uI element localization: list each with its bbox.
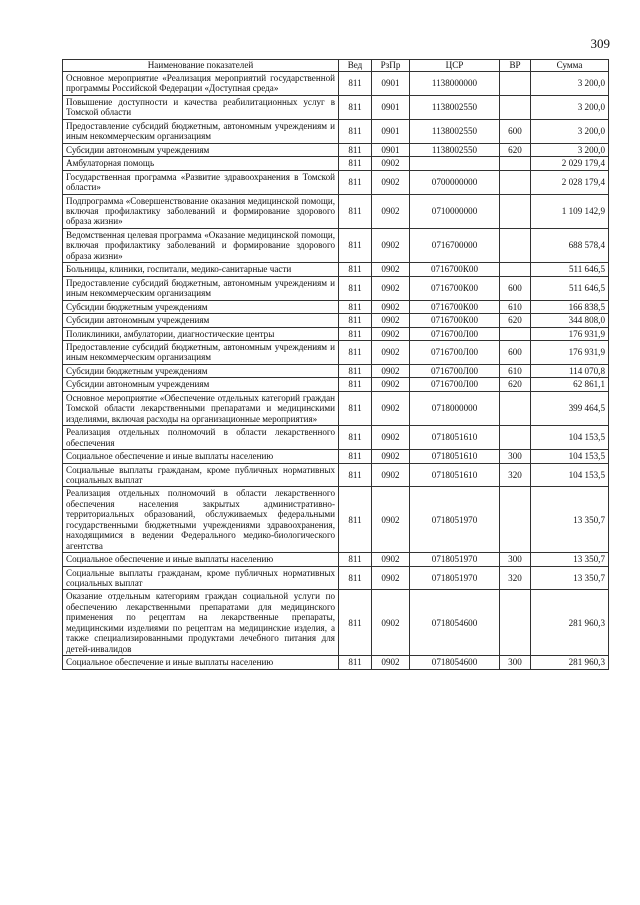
cell-sum: 104 153,5 bbox=[531, 426, 609, 450]
cell-csr: 0716700К00 bbox=[410, 314, 500, 327]
table-row bbox=[63, 426, 609, 450]
cell-sum: 3 200,0 bbox=[531, 119, 609, 143]
cell-name: Подпрограмма «Совершенствование оказания медицинской помощи, включая профилактику заболеваний и формирование здорового образа жизни» bbox=[63, 194, 339, 228]
cell-ved: 811 bbox=[339, 378, 372, 391]
cell-ved: 811 bbox=[339, 450, 372, 463]
table-row bbox=[63, 327, 609, 340]
cell-vr bbox=[500, 487, 531, 553]
cell-csr: 0716700Л00 bbox=[410, 378, 500, 391]
cell-csr: 0718051610 bbox=[410, 450, 500, 463]
cell-name: Предоставление субсидий бюджетным, автономным учреждениям и иным некоммерческим организациям bbox=[63, 276, 339, 300]
cell-rzpr: 0902 bbox=[372, 590, 410, 656]
cell-csr: 1138000000 bbox=[410, 72, 500, 96]
cell-vr bbox=[500, 95, 531, 119]
cell-vr: 620 bbox=[500, 378, 531, 391]
cell-ved: 811 bbox=[339, 263, 372, 276]
cell-vr: 600 bbox=[500, 276, 531, 300]
cell-csr: 0718051610 bbox=[410, 463, 500, 487]
cell-vr: 300 bbox=[500, 553, 531, 566]
cell-rzpr: 0901 bbox=[372, 119, 410, 143]
cell-sum: 3 200,0 bbox=[531, 95, 609, 119]
cell-vr: 300 bbox=[500, 450, 531, 463]
cell-csr: 0716700К00 bbox=[410, 300, 500, 313]
cell-csr: 0710000000 bbox=[410, 194, 500, 228]
cell-name: Субсидии бюджетным учреждениям bbox=[63, 300, 339, 313]
header-ved: Вед bbox=[339, 60, 372, 72]
cell-sum: 13 350,7 bbox=[531, 553, 609, 566]
cell-name: Оказание отдельным категориям граждан социальной услуги по обеспечению лекарственными препаратами для медицинского применения по рецептам на лекарственные препараты, медицинскими изделиями по рецептам на медицинские изделия, а также специализированными продуктами лечебного питания для детей-инвалидов bbox=[63, 590, 339, 656]
table-row bbox=[63, 170, 609, 194]
cell-ved: 811 bbox=[339, 119, 372, 143]
cell-rzpr: 0902 bbox=[372, 314, 410, 327]
cell-vr bbox=[500, 170, 531, 194]
cell-sum: 399 464,5 bbox=[531, 391, 609, 425]
table-row bbox=[63, 340, 609, 364]
cell-ved: 811 bbox=[339, 463, 372, 487]
cell-rzpr: 0902 bbox=[372, 656, 410, 669]
cell-ved: 811 bbox=[339, 327, 372, 340]
cell-vr bbox=[500, 590, 531, 656]
cell-name: Основное мероприятие «Обеспечение отдельных категорий граждан Томской области лекарственными препаратами и медицинскими изделиями, включая расходы на организационные мероприятия» bbox=[63, 391, 339, 425]
cell-name: Социальные выплаты гражданам, кроме публичных нормативных социальных выплат bbox=[63, 463, 339, 487]
cell-sum: 2 028 179,4 bbox=[531, 170, 609, 194]
cell-sum: 13 350,7 bbox=[531, 566, 609, 590]
cell-ved: 811 bbox=[339, 553, 372, 566]
cell-ved: 811 bbox=[339, 426, 372, 450]
cell-ved: 811 bbox=[339, 656, 372, 669]
table-row bbox=[63, 276, 609, 300]
cell-sum: 104 153,5 bbox=[531, 450, 609, 463]
header-rzpr: РзПр bbox=[372, 60, 410, 72]
cell-name: Социальные выплаты гражданам, кроме публичных нормативных социальных выплат bbox=[63, 566, 339, 590]
cell-vr: 610 bbox=[500, 300, 531, 313]
table-row bbox=[63, 194, 609, 228]
cell-sum: 511 646,5 bbox=[531, 276, 609, 300]
header-name: Наименование показателей bbox=[63, 60, 339, 72]
header-sum: Сумма bbox=[531, 60, 609, 72]
cell-rzpr: 0902 bbox=[372, 228, 410, 262]
cell-vr bbox=[500, 157, 531, 170]
cell-ved: 811 bbox=[339, 194, 372, 228]
table-row bbox=[63, 72, 609, 96]
cell-vr bbox=[500, 391, 531, 425]
cell-csr: 0716700Л00 bbox=[410, 327, 500, 340]
cell-rzpr: 0901 bbox=[372, 95, 410, 119]
table-row bbox=[63, 391, 609, 425]
cell-name: Амбулаторная помощь bbox=[63, 157, 339, 170]
cell-ved: 811 bbox=[339, 157, 372, 170]
cell-rzpr: 0902 bbox=[372, 487, 410, 553]
cell-csr: 0718051970 bbox=[410, 487, 500, 553]
table-row bbox=[63, 364, 609, 377]
cell-ved: 811 bbox=[339, 340, 372, 364]
cell-name: Повышение доступности и качества реабилитационных услуг в Томской области bbox=[63, 95, 339, 119]
cell-rzpr: 0902 bbox=[372, 378, 410, 391]
cell-vr bbox=[500, 72, 531, 96]
cell-sum: 1 109 142,9 bbox=[531, 194, 609, 228]
cell-vr bbox=[500, 327, 531, 340]
cell-rzpr: 0902 bbox=[372, 276, 410, 300]
cell-csr: 1138002550 bbox=[410, 143, 500, 156]
cell-vr: 320 bbox=[500, 463, 531, 487]
cell-sum: 13 350,7 bbox=[531, 487, 609, 553]
cell-name: Государственная программа «Развитие здравоохранения в Томской области» bbox=[63, 170, 339, 194]
cell-ved: 811 bbox=[339, 590, 372, 656]
cell-vr: 620 bbox=[500, 143, 531, 156]
cell-sum: 166 838,5 bbox=[531, 300, 609, 313]
cell-csr: 0718054600 bbox=[410, 656, 500, 669]
cell-rzpr: 0902 bbox=[372, 450, 410, 463]
cell-vr: 300 bbox=[500, 656, 531, 669]
table-row bbox=[63, 553, 609, 566]
cell-vr bbox=[500, 426, 531, 450]
cell-csr: 1138002550 bbox=[410, 95, 500, 119]
cell-csr: 1138002550 bbox=[410, 119, 500, 143]
cell-ved: 811 bbox=[339, 300, 372, 313]
cell-ved: 811 bbox=[339, 276, 372, 300]
cell-sum: 3 200,0 bbox=[531, 72, 609, 96]
cell-rzpr: 0902 bbox=[372, 170, 410, 194]
budget-table bbox=[62, 59, 609, 670]
cell-sum: 104 153,5 bbox=[531, 463, 609, 487]
cell-sum: 344 808,0 bbox=[531, 314, 609, 327]
cell-sum: 62 861,1 bbox=[531, 378, 609, 391]
cell-name: Социальное обеспечение и иные выплаты населению bbox=[63, 450, 339, 463]
table-row bbox=[63, 157, 609, 170]
cell-rzpr: 0902 bbox=[372, 327, 410, 340]
header-csr: ЦСР bbox=[410, 60, 500, 72]
cell-vr: 620 bbox=[500, 314, 531, 327]
cell-csr: 0716700Л00 bbox=[410, 364, 500, 377]
cell-name: Основное мероприятие «Реализация мероприятий государственной программы Российской Федерации «Доступная среда» bbox=[63, 72, 339, 96]
table-row bbox=[63, 119, 609, 143]
table-row bbox=[63, 450, 609, 463]
table-row bbox=[63, 300, 609, 313]
cell-sum: 688 578,4 bbox=[531, 228, 609, 262]
cell-csr: 0718054600 bbox=[410, 590, 500, 656]
cell-ved: 811 bbox=[339, 170, 372, 194]
cell-name: Субсидии автономным учреждениям bbox=[63, 143, 339, 156]
cell-rzpr: 0902 bbox=[372, 157, 410, 170]
cell-name: Субсидии автономным учреждениям bbox=[63, 378, 339, 391]
cell-csr: 0718051610 bbox=[410, 426, 500, 450]
cell-ved: 811 bbox=[339, 566, 372, 590]
cell-sum: 3 200,0 bbox=[531, 143, 609, 156]
cell-ved: 811 bbox=[339, 364, 372, 377]
cell-ved: 811 bbox=[339, 314, 372, 327]
table-header-row bbox=[63, 60, 609, 72]
cell-rzpr: 0902 bbox=[372, 463, 410, 487]
cell-name: Субсидии автономным учреждениям bbox=[63, 314, 339, 327]
header-vr: ВР bbox=[500, 60, 531, 72]
cell-csr: 0700000000 bbox=[410, 170, 500, 194]
cell-vr bbox=[500, 228, 531, 262]
cell-name: Социальное обеспечение и иные выплаты населению bbox=[63, 553, 339, 566]
cell-rzpr: 0901 bbox=[372, 143, 410, 156]
cell-sum: 176 931,9 bbox=[531, 340, 609, 364]
table-row bbox=[63, 656, 609, 669]
cell-rzpr: 0902 bbox=[372, 391, 410, 425]
cell-csr: 0718000000 bbox=[410, 391, 500, 425]
cell-rzpr: 0902 bbox=[372, 300, 410, 313]
table-row bbox=[63, 263, 609, 276]
cell-rzpr: 0902 bbox=[372, 194, 410, 228]
cell-csr: 0716700Л00 bbox=[410, 340, 500, 364]
cell-sum: 281 960,3 bbox=[531, 656, 609, 669]
cell-csr bbox=[410, 157, 500, 170]
cell-vr: 320 bbox=[500, 566, 531, 590]
table-row bbox=[63, 463, 609, 487]
cell-name: Реализация отдельных полномочий в области лекарственного обеспечения населения закрытых административно-территориальных образований, обслуживаемых федеральными государственными бюджетными учреждениями здравоохранения, находящимися в ведении Федерального медико-биологического агентства bbox=[63, 487, 339, 553]
cell-name: Предоставление субсидий бюджетным, автономным учреждениям и иным некоммерческим организациям bbox=[63, 119, 339, 143]
cell-rzpr: 0902 bbox=[372, 263, 410, 276]
cell-rzpr: 0902 bbox=[372, 340, 410, 364]
cell-csr: 0718051970 bbox=[410, 553, 500, 566]
cell-vr: 600 bbox=[500, 119, 531, 143]
cell-name: Больницы, клиники, госпитали, медико-санитарные части bbox=[63, 263, 339, 276]
cell-vr: 600 bbox=[500, 340, 531, 364]
cell-rzpr: 0902 bbox=[372, 426, 410, 450]
cell-rzpr: 0902 bbox=[372, 364, 410, 377]
cell-csr: 0716700К00 bbox=[410, 276, 500, 300]
table-row bbox=[63, 95, 609, 119]
cell-ved: 811 bbox=[339, 72, 372, 96]
cell-name: Субсидии бюджетным учреждениям bbox=[63, 364, 339, 377]
cell-name: Реализация отдельных полномочий в области лекарственного обеспечения bbox=[63, 426, 339, 450]
cell-csr: 0716700К00 bbox=[410, 263, 500, 276]
cell-ved: 811 bbox=[339, 95, 372, 119]
cell-sum: 2 029 179,4 bbox=[531, 157, 609, 170]
cell-sum: 114 070,8 bbox=[531, 364, 609, 377]
cell-ved: 811 bbox=[339, 391, 372, 425]
cell-sum: 511 646,5 bbox=[531, 263, 609, 276]
cell-vr bbox=[500, 194, 531, 228]
cell-csr: 0718051970 bbox=[410, 566, 500, 590]
cell-csr: 0716700000 bbox=[410, 228, 500, 262]
cell-ved: 811 bbox=[339, 143, 372, 156]
cell-name: Поликлиники, амбулатории, диагностические центры bbox=[63, 327, 339, 340]
table-row bbox=[63, 143, 609, 156]
cell-rzpr: 0902 bbox=[372, 566, 410, 590]
cell-name: Предоставление субсидий бюджетным, автономным учреждениям и иным некоммерческим организациям bbox=[63, 340, 339, 364]
table-row bbox=[63, 228, 609, 262]
table-row bbox=[63, 590, 609, 656]
table-row bbox=[63, 487, 609, 553]
cell-name: Социальное обеспечение и иные выплаты населению bbox=[63, 656, 339, 669]
cell-ved: 811 bbox=[339, 228, 372, 262]
table-row bbox=[63, 566, 609, 590]
cell-name: Ведомственная целевая программа «Оказание медицинской помощи, включая профилактику заболеваний и формирование здорового образа жизни» bbox=[63, 228, 339, 262]
cell-rzpr: 0902 bbox=[372, 553, 410, 566]
table-row bbox=[63, 314, 609, 327]
cell-sum: 176 931,9 bbox=[531, 327, 609, 340]
cell-ved: 811 bbox=[339, 487, 372, 553]
page-number: 309 bbox=[590, 36, 610, 51]
cell-rzpr: 0901 bbox=[372, 72, 410, 96]
cell-vr: 610 bbox=[500, 364, 531, 377]
cell-vr bbox=[500, 263, 531, 276]
cell-sum: 281 960,3 bbox=[531, 590, 609, 656]
table-row bbox=[63, 378, 609, 391]
